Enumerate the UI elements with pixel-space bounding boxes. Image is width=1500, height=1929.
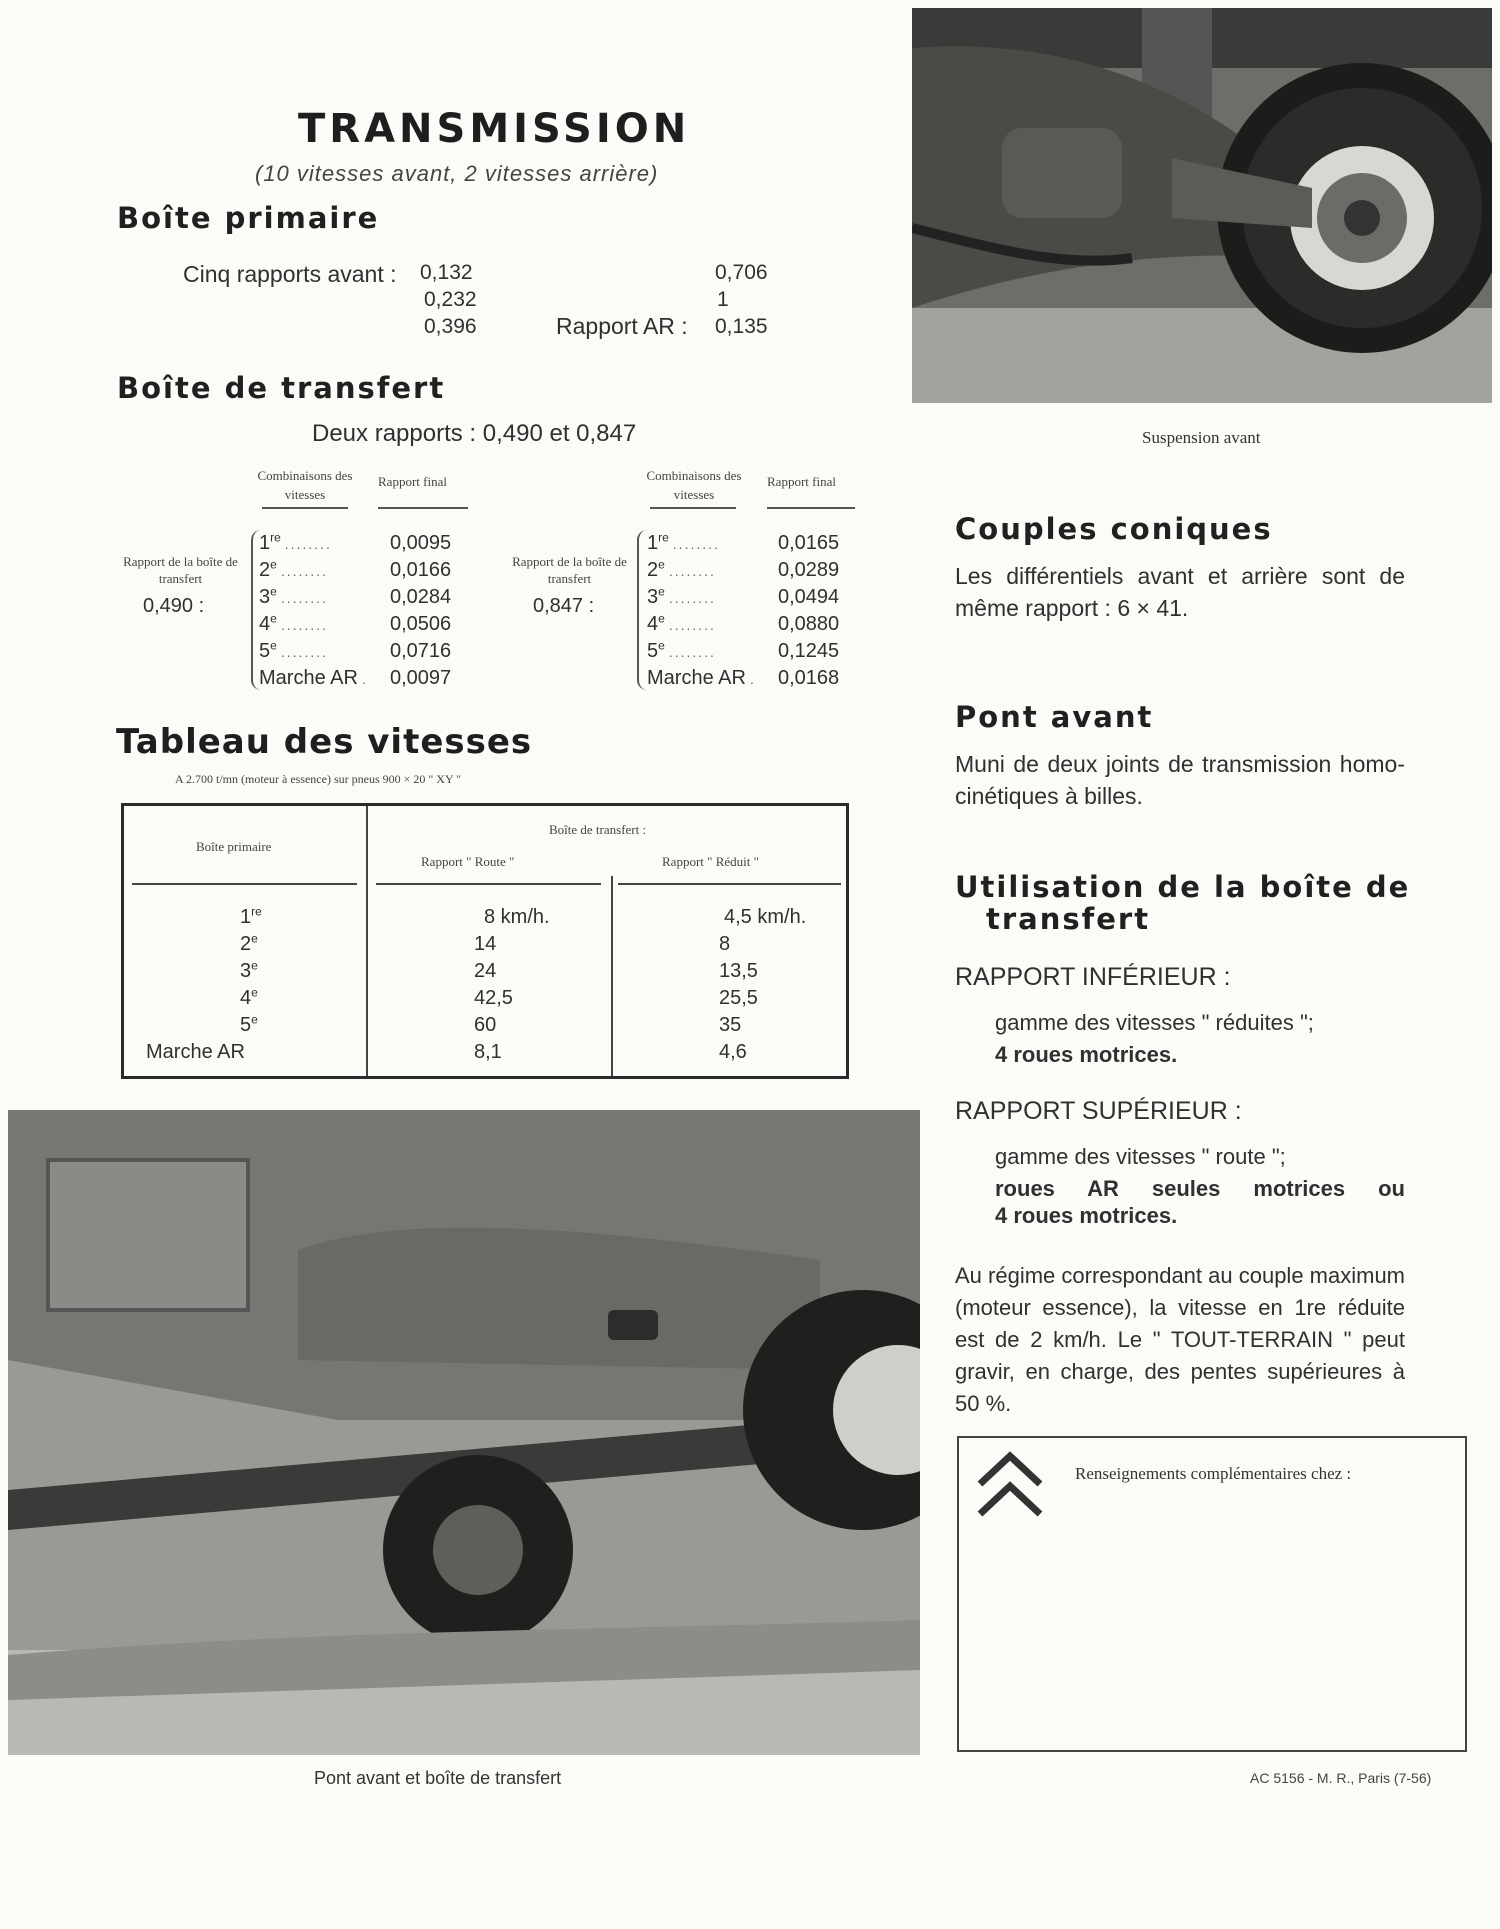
page-title: TRANSMISSION [298, 106, 691, 152]
tableau-note: A 2.700 t/mn (moteur à essence) sur pneus 900 × 20 " XY " [175, 772, 462, 786]
speed-row-gear-sup: re [251, 904, 262, 919]
transfer-gear-sup: e [658, 557, 665, 572]
transfer-dots: ........ [672, 536, 720, 552]
transfer-value: 0,0284 [390, 586, 452, 608]
speed-row-route: 42,5 [474, 987, 513, 1009]
transfer-gear-sup: e [658, 611, 665, 626]
head-transfert: Boîte de transfert : [549, 822, 647, 837]
rapport-inferieur-text: gamme des vitesses " réduites "; [995, 1010, 1314, 1035]
transfer-gear: 3e [259, 584, 277, 608]
transfer-dots: . [749, 671, 756, 687]
transfer-value: 0,0095 [390, 532, 452, 554]
transfer-gear-sup: e [270, 611, 277, 626]
speed-row-gear-sup: e [251, 958, 258, 973]
table-rule-1 [132, 883, 357, 885]
transfer-value: 0,1245 [778, 640, 840, 662]
pont-avant-text: Muni de deux joints de transmission homo-cinétiques à billes. [955, 751, 1405, 809]
speed-row-route: 8,1 [474, 1041, 502, 1063]
transfer-gear-sup: e [658, 584, 665, 599]
transfer-dots: . [361, 671, 368, 687]
utilisation-heading-2: transfert [986, 902, 1151, 936]
transfer-gear: 3e [647, 584, 665, 608]
footer-code: AC 5156 - M. R., Paris (7-56) [1250, 1770, 1432, 1786]
transfer-gear: 5e [647, 638, 665, 662]
table-rule-3 [618, 883, 841, 885]
transfer-row [259, 586, 479, 609]
boite-transfert-heading: Boîte de transfert [117, 371, 446, 405]
transfer-value: 0,0506 [390, 613, 452, 635]
transfer-row [647, 559, 867, 582]
primaire-value-5: 1 [717, 288, 729, 311]
speed-table-frame [121, 803, 849, 1079]
speed-row-reduit: 4,5 km/h. [724, 906, 807, 928]
transfer-row [259, 559, 479, 582]
transfer-dots: ........ [668, 563, 716, 579]
head-route: Rapport " Route " [421, 854, 515, 869]
left-ratio: 0,490 : [143, 595, 205, 617]
left-side-label: Rapport de la boîte de transfert [123, 554, 238, 586]
utilisation-heading-1: Utilisation de la boîte de [955, 870, 1411, 904]
transfer-dots: ........ [668, 617, 716, 633]
rapport-superieur-bold-2: 4 roues motrices. [995, 1203, 1178, 1228]
couples-text: Les différentiels avant et arrière sont de même rapport : 6 × 41. [955, 563, 1405, 621]
right-ratio: 0,847 : [533, 595, 595, 617]
transfer-dots: ........ [668, 590, 716, 606]
head-primaire: Boîte primaire [196, 839, 272, 854]
table-rule-2 [376, 883, 601, 885]
transfer-value: 0,0494 [778, 586, 840, 608]
transfer-dots: ........ [280, 617, 328, 633]
speed-row-gear-sup: e [251, 931, 258, 946]
transfer-value: 0,0166 [390, 559, 452, 581]
transfer-gear-sup: e [270, 557, 277, 572]
transfer-dots: ........ [280, 590, 328, 606]
right-head-rule-1 [650, 507, 736, 509]
rapport-superieur-bold-1: roues AR seules motrices ou [995, 1176, 1405, 1201]
speed-row-gear: 3e [240, 958, 258, 982]
transfer-dots: ........ [284, 536, 332, 552]
transfer-gear-sup: re [658, 530, 669, 545]
cinq-rapports-label: Cinq rapports avant : [183, 261, 397, 287]
speed-row-reduit: 4,6 [719, 1041, 747, 1063]
primaire-value-4: 0,706 [715, 261, 768, 284]
head-reduit: Rapport " Réduit " [662, 854, 759, 869]
transfer-row [647, 613, 867, 636]
rapport-inferieur-label: RAPPORT INFÉRIEUR : [955, 963, 1231, 991]
speed-row-gear: 5e [240, 1012, 258, 1036]
photo-suspension-avant [912, 8, 1492, 403]
speed-row-route: 8 km/h. [484, 906, 550, 928]
deux-rapports-text: Deux rapports : 0,490 et 0,847 [312, 420, 637, 447]
primaire-value-2: 0,232 [424, 288, 477, 311]
speed-row-reduit: 8 [719, 933, 731, 955]
caption-pont-avant: Pont avant et boîte de transfert [314, 1768, 562, 1788]
left-head-rule-2 [378, 507, 468, 509]
transfer-gear-sup: e [270, 638, 277, 653]
tableau-heading: Tableau des vitesses [116, 722, 533, 762]
caption-suspension-avant: Suspension avant [1142, 428, 1261, 447]
speed-row-gear: 2e [240, 931, 258, 955]
rapport-superieur-text: gamme des vitesses " route "; [995, 1144, 1286, 1169]
speed-row-gear-sup: e [251, 985, 258, 1000]
rapport-ar-value: 0,135 [715, 315, 768, 338]
rapport-superieur-label: RAPPORT SUPÉRIEUR : [955, 1097, 1242, 1125]
transfer-gear: 2e [259, 557, 277, 581]
left-head-rule-1 [262, 507, 348, 509]
right-brace [637, 530, 647, 690]
right-side-label: Rapport de la boîte de transfert [512, 554, 627, 586]
speed-row-gear: 4e [240, 985, 258, 1009]
utilisation-paragraph: Au régime correspondant au couple maximum (moteur essence), la vitesse en 1re réduite est de 2 km/h. Le " TOUT-TERRAIN " peut gravir, en charge, des pentes supérieures à 50 %. [955, 1263, 1406, 1416]
speed-table-divider-1 [366, 806, 368, 1076]
info-box-text: Renseignements complémentaires chez : [1075, 1464, 1352, 1483]
transfer-dots: ........ [668, 644, 716, 660]
transfer-value: 0,0168 [778, 667, 840, 689]
page-subtitle: (10 vitesses avant, 2 vitesses arrière) [255, 161, 659, 186]
transfer-value: 0,0880 [778, 613, 840, 635]
transfer-gear: 1re [647, 530, 669, 554]
speed-row-gear: 1re [240, 904, 262, 928]
couples-heading: Couples coniques [955, 512, 1273, 546]
primaire-value-3: 0,396 [424, 315, 477, 338]
transfer-gear: Marche AR [647, 667, 746, 689]
transfer-value: 0,0165 [778, 532, 840, 554]
transfer-gear-sup: e [270, 584, 277, 599]
transfer-dots: ........ [280, 563, 328, 579]
speed-row-route: 60 [474, 1014, 497, 1036]
transfer-row [259, 667, 479, 690]
transfer-row [647, 586, 867, 609]
primaire-value-1: 0,132 [420, 261, 473, 284]
transfer-gear: 5e [259, 638, 277, 662]
speed-row-gear: Marche AR [146, 1041, 245, 1063]
info-box [957, 1436, 1467, 1752]
pont-avant-heading: Pont avant [955, 700, 1154, 734]
transfer-row [259, 532, 479, 555]
transfer-gear-sup: re [270, 530, 281, 545]
transfer-row [647, 532, 867, 555]
transfer-dots: ........ [280, 644, 328, 660]
speed-row-route: 24 [474, 960, 497, 982]
transfer-row [647, 640, 867, 663]
rapport-inferieur-bold: 4 roues motrices. [995, 1042, 1178, 1067]
transfer-row [259, 640, 479, 663]
boite-primaire-heading: Boîte primaire [117, 201, 380, 235]
transfer-gear-sup: e [658, 638, 665, 653]
speed-table-divider-2 [611, 876, 613, 1076]
right-head-rule-2 [767, 507, 855, 509]
transfer-gear: 4e [647, 611, 665, 635]
right-col-head-final: Rapport final [767, 474, 836, 489]
transfer-gear: 2e [647, 557, 665, 581]
transfer-row [259, 613, 479, 636]
speed-row-route: 14 [474, 933, 497, 955]
transfer-gear: Marche AR [259, 667, 358, 689]
transfer-gear: 1re [259, 530, 281, 554]
transfer-value: 0,0716 [390, 640, 452, 662]
speed-row-reduit: 25,5 [719, 987, 758, 1009]
speed-row-gear-sup: e [251, 1012, 258, 1027]
speed-row-reduit: 13,5 [719, 960, 758, 982]
transfer-value: 0,0097 [390, 667, 452, 689]
rapport-ar-label: Rapport AR : [556, 313, 688, 339]
transfer-value: 0,0289 [778, 559, 840, 581]
left-col-head-comb: Combinaisons des vitesses [257, 468, 353, 502]
transfer-gear: 4e [259, 611, 277, 635]
speed-row-reduit: 35 [719, 1014, 742, 1036]
transfer-row [647, 667, 867, 690]
left-col-head-final: Rapport final [378, 474, 447, 489]
photo-pont-avant-boite-transfert [8, 1110, 920, 1755]
right-col-head-comb: Combinaisons des vitesses [646, 468, 742, 502]
citroen-chevrons-icon [974, 1448, 1046, 1526]
